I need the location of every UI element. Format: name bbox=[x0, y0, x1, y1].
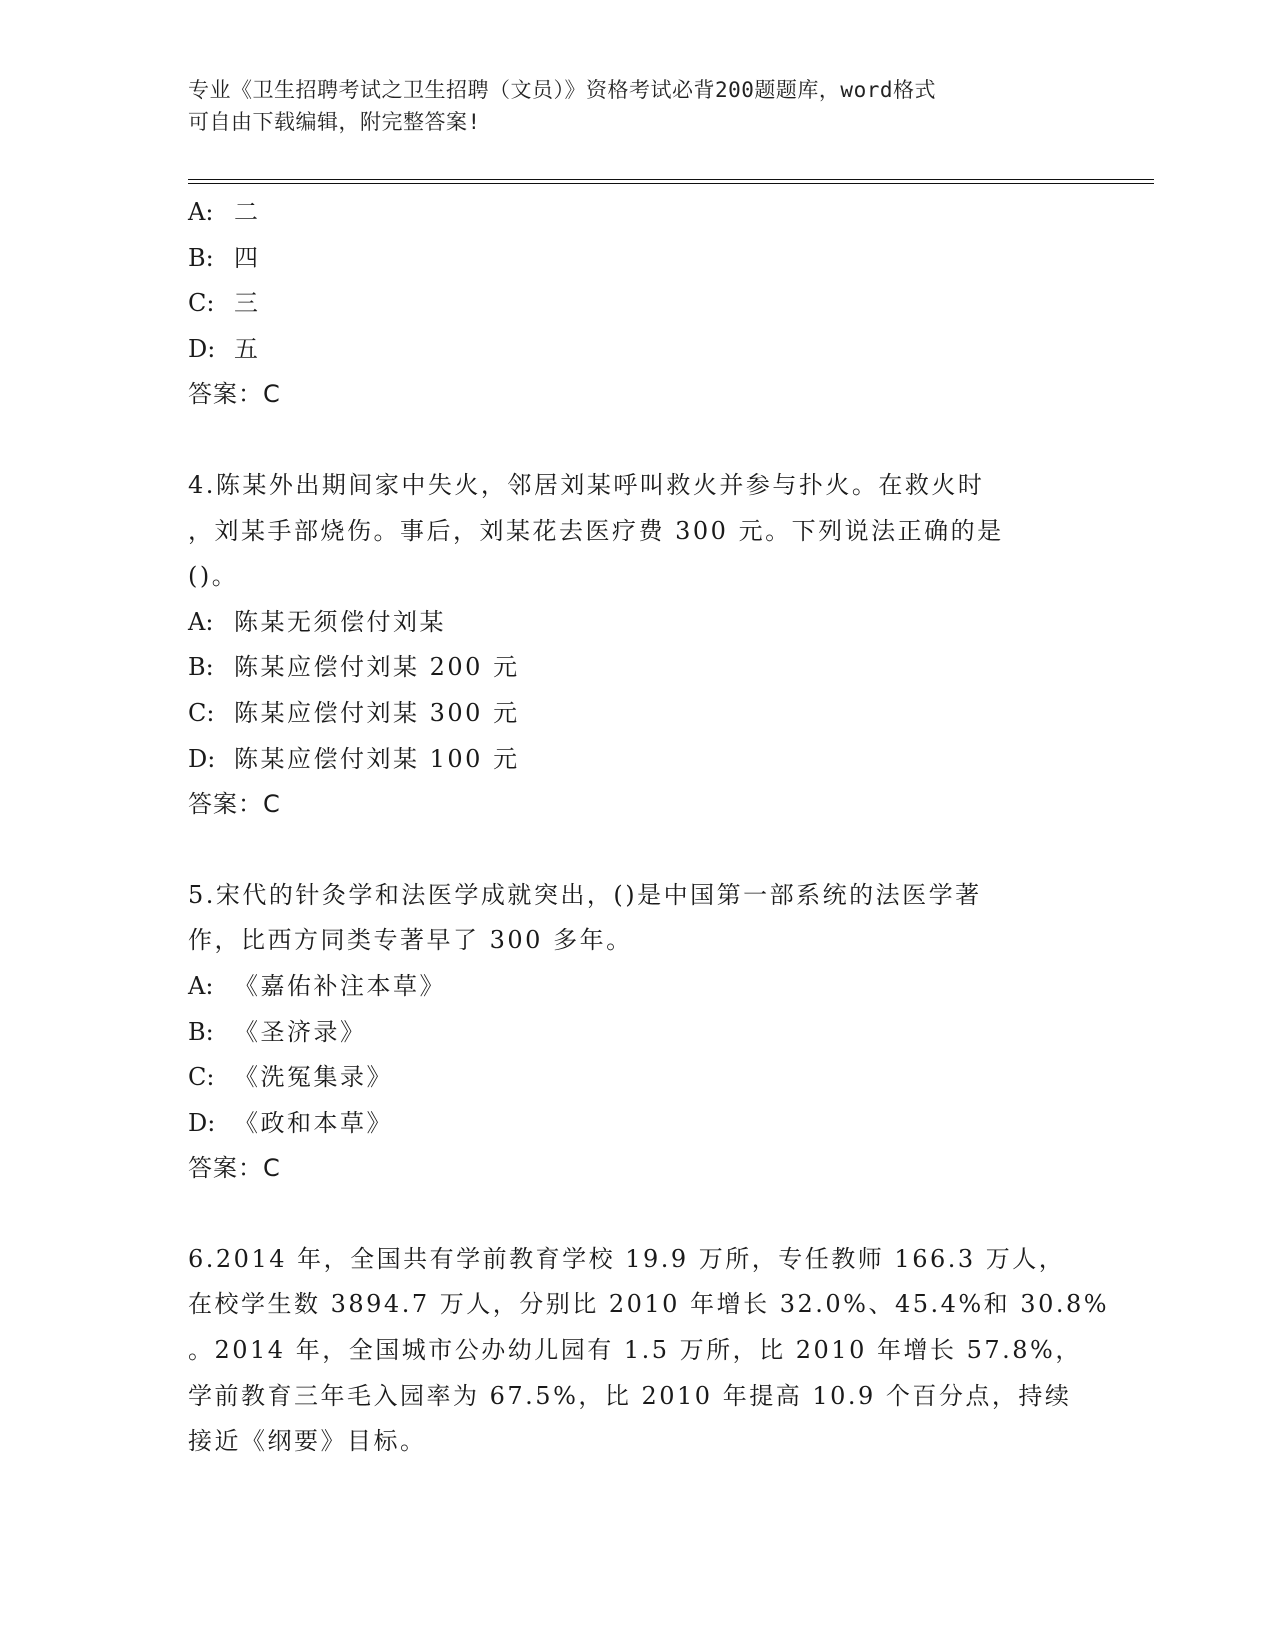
option-key: D: bbox=[188, 334, 216, 363]
answer-line: 答案：C bbox=[188, 1154, 281, 1183]
header-divider-top bbox=[188, 179, 1154, 180]
option-d bbox=[188, 327, 1088, 373]
option-text: 《圣济录》 bbox=[234, 1017, 367, 1046]
option-a bbox=[188, 190, 1088, 236]
question-6 bbox=[188, 1237, 1110, 1465]
option-text: 陈某应偿付刘某 100 元 bbox=[234, 744, 520, 773]
header-line-2: 可自由下载编辑，附完整答案! bbox=[188, 110, 481, 134]
question-text-line: ()。 bbox=[188, 562, 239, 591]
header-divider-bottom bbox=[188, 183, 1154, 184]
option-key: C: bbox=[188, 698, 215, 727]
option-key: B: bbox=[188, 1017, 214, 1046]
option-key: A: bbox=[188, 607, 214, 636]
option-b bbox=[188, 645, 1088, 691]
spacer bbox=[188, 1192, 1088, 1237]
option-text: 《嘉佑补注本草》 bbox=[234, 971, 446, 1000]
option-key: A: bbox=[188, 198, 214, 226]
option-key: B: bbox=[188, 653, 214, 682]
question-list bbox=[188, 190, 1110, 1465]
option-c bbox=[188, 691, 1088, 737]
question-text-line: 作，比西方同类专著早了 300 多年。 bbox=[188, 926, 633, 955]
option-b bbox=[188, 236, 1088, 282]
question-text-line: 接近《纲要》目标。 bbox=[188, 1427, 427, 1456]
option-text: 《洗冤集录》 bbox=[234, 1063, 393, 1092]
question-text-line: 在校学生数 3894.7 万人，分别比 2010 年增长 32.0%、45.4%和 30.8% bbox=[188, 1290, 1110, 1319]
option-text: 五 bbox=[234, 334, 261, 363]
option-key: A: bbox=[188, 971, 214, 1000]
question-text-line: 。2014 年，全国城市公办幼儿园有 1.5 万所，比 2010 年增长 57.8%， bbox=[188, 1336, 1082, 1365]
question-4 bbox=[188, 463, 1088, 828]
option-d bbox=[188, 1101, 1088, 1147]
option-text: 陈某应偿付刘某 200 元 bbox=[234, 653, 520, 682]
question-text-line: 4.陈某外出期间家中失火，邻居刘某呼叫救火并参与扑火。在救火时 bbox=[188, 470, 985, 499]
question-text-line: 学前教育三年毛入园率为 67.5%，比 2010 年提高 10.9 个百分点，持续 bbox=[188, 1381, 1072, 1410]
spacer bbox=[188, 828, 1088, 873]
option-c bbox=[188, 281, 1088, 327]
option-key: D: bbox=[188, 744, 216, 773]
header-line-1: 专业《卫生招聘考试之卫生招聘（文员）》资格考试必背200题题库，word格式 bbox=[188, 78, 936, 102]
option-text: 三 bbox=[234, 289, 261, 318]
option-a bbox=[188, 600, 1088, 646]
option-text: 《政和本草》 bbox=[234, 1108, 393, 1137]
option-text: 陈某无须偿付刘某 bbox=[234, 607, 446, 636]
document-header bbox=[188, 74, 1068, 138]
spacer bbox=[188, 418, 1088, 463]
question-5 bbox=[188, 873, 1088, 1192]
question-text-line: ，刘某手部烧伤。事后，刘某花去医疗费 300 元。下列说法正确的是 bbox=[188, 516, 1004, 545]
question-text-line: 6.2014 年，全国共有学前教育学校 19.9 万所，专任教师 166.3 万人， bbox=[188, 1244, 1066, 1273]
option-key: C: bbox=[188, 1063, 215, 1092]
question-text-line: 5.宋代的针灸学和法医学成就突出，()是中国第一部系统的法医学著 bbox=[188, 880, 982, 909]
option-text: 二 bbox=[234, 198, 261, 226]
option-key: D: bbox=[188, 1108, 216, 1137]
option-key: C: bbox=[188, 289, 215, 318]
question-3 bbox=[188, 190, 1088, 418]
option-text: 陈某应偿付刘某 300 元 bbox=[234, 698, 520, 727]
option-key: B: bbox=[188, 243, 214, 272]
option-text: 四 bbox=[234, 243, 261, 272]
answer-line: 答案：C bbox=[188, 790, 281, 819]
option-d bbox=[188, 737, 1088, 783]
option-a bbox=[188, 964, 1088, 1010]
answer-line: 答案：C bbox=[188, 380, 281, 409]
option-b bbox=[188, 1010, 1088, 1056]
option-c bbox=[188, 1055, 1088, 1101]
